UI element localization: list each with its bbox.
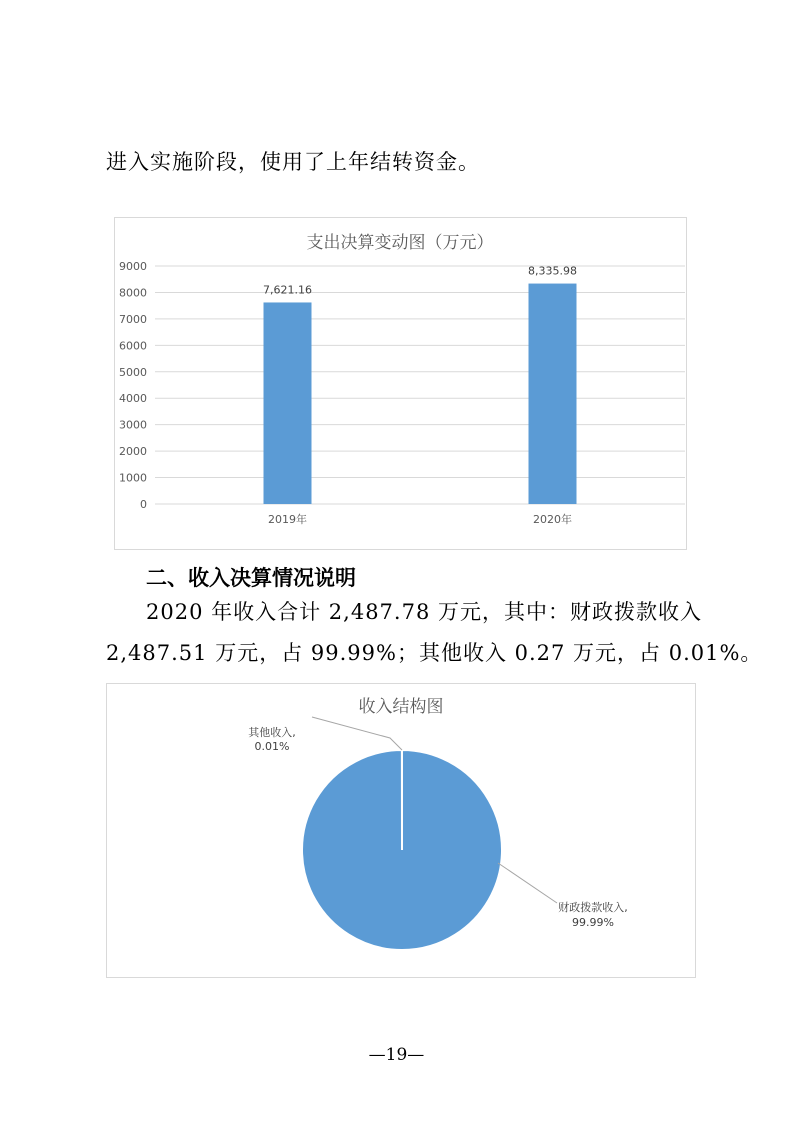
y-tick-label: 6000 <box>119 339 147 353</box>
pie-label-fiscal: 财政拨款收入, <box>558 901 628 914</box>
body-line-1: 2020 年收入合计 2,487.78 万元，其中：财政拨款收入 <box>146 600 702 624</box>
pie-value-fiscal: 99.99% <box>572 916 614 929</box>
bar-2020年 <box>529 284 577 504</box>
y-tick-label: 1000 <box>119 471 147 485</box>
leader-line-fiscal <box>498 863 557 903</box>
y-tick-label: 7000 <box>119 312 147 326</box>
pie-chart-svg <box>107 684 695 977</box>
y-tick-label: 8000 <box>119 286 147 300</box>
y-tick-label: 9000 <box>119 260 147 273</box>
x-category-label: 2020年 <box>533 513 572 526</box>
section-heading: 二、收入决算情况说明 <box>146 566 356 590</box>
y-tick-label: 3000 <box>119 418 147 432</box>
leader-line-other <box>312 717 402 750</box>
y-tick-label: 2000 <box>119 445 147 459</box>
bar-value-label: 8,335.98 <box>528 264 577 278</box>
income-pie-chart <box>106 683 696 978</box>
intro-line: 进入实施阶段，使用了上年结转资金。 <box>106 150 480 174</box>
pie-chart-title: 收入结构图 <box>358 697 444 717</box>
x-category-label: 2019年 <box>268 513 307 526</box>
y-tick-label: 4000 <box>119 392 147 406</box>
expenditure-bar-chart <box>114 217 687 550</box>
pie-value-other: 0.01% <box>254 740 290 753</box>
body-line-2: 2,487.51 万元，占 99.99%；其他收入 0.27 万元，占 0.01%。 <box>106 641 763 665</box>
bar-chart-title: 支出决算变动图（万元） <box>306 233 494 253</box>
bar-chart-svg <box>115 218 686 549</box>
bar-value-label: 7,621.16 <box>263 283 312 297</box>
y-tick-label: 0 <box>140 498 147 511</box>
page-number: —19— <box>368 1045 425 1065</box>
pie-label-other: 其他收入, <box>248 726 296 739</box>
bar-2019年 <box>264 302 312 504</box>
y-tick-label: 5000 <box>119 365 147 379</box>
